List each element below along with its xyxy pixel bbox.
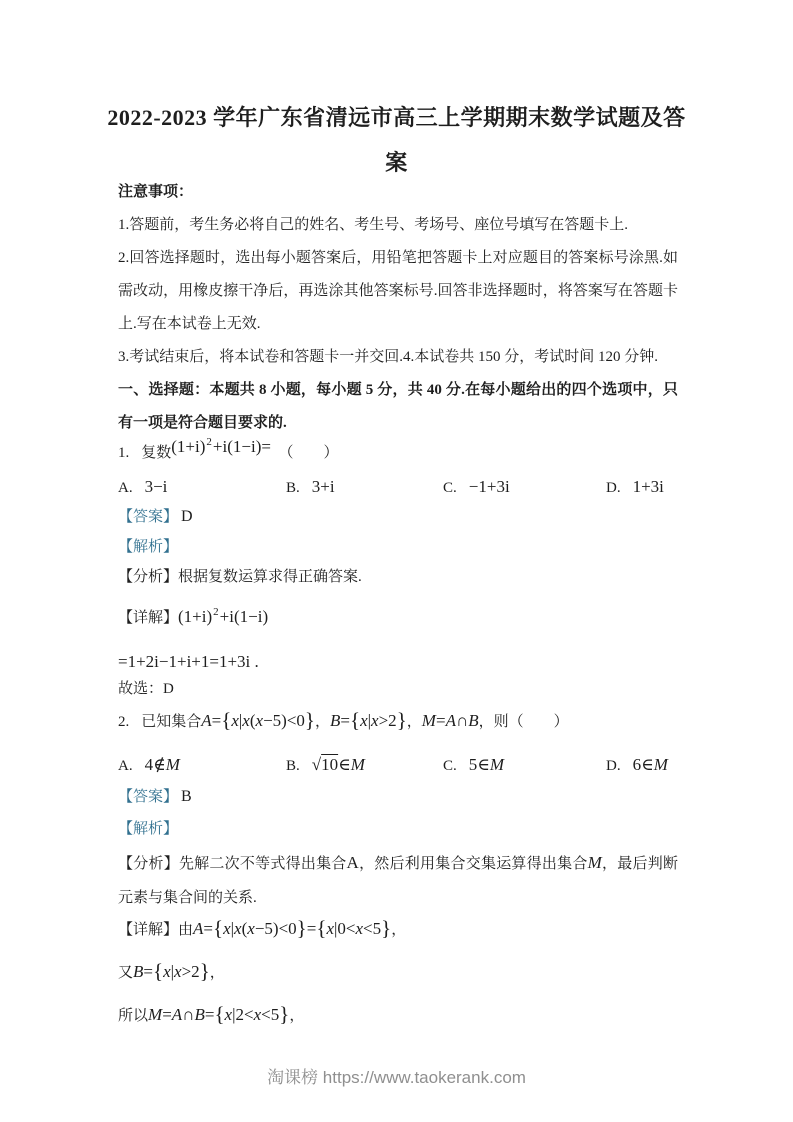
analysis-label: 【解析】: [118, 821, 179, 837]
q1-analysis-label-line: [118, 536, 678, 558]
notice-section: [118, 176, 678, 440]
q2-detailed-solution: 【详解】由A={x|x(x−5)<0}={x|0<x<5}，: [118, 916, 407, 940]
notice-heading: 注意事项：: [118, 184, 194, 200]
analysis-label: 【解析】: [118, 539, 179, 555]
q2-option-c: C. 5∈M: [443, 755, 505, 774]
q1-number: 1.: [118, 445, 130, 461]
page-title: [0, 95, 793, 185]
footer-site-url[interactable]: https://www.taokerank.com: [322, 1068, 526, 1087]
q1-question-line: [118, 430, 678, 476]
notice-item: 1.答题前，考生务必将自己的姓名、考生号、考场号、座位号填写在答题卡上.: [118, 217, 629, 233]
q1-option-c: C. −1+3i: [443, 477, 510, 496]
section-heading-choice-questions: 一、选择题：本题共 8 小题，每小题 5 分，共 40 分.在每小题给出的四个选项中，只有一项是符合题目要求的.: [118, 382, 678, 431]
q1-answer-value: D: [181, 508, 193, 525]
q2-number: 2.: [118, 714, 130, 730]
page-title-line2: 案: [385, 150, 408, 175]
q2-analysis-label-line: [118, 818, 678, 840]
q1-option-a: A. 3−i: [118, 477, 168, 496]
q2-solution-line3: 所以M=A∩B={x|2<x<5}，: [118, 1002, 305, 1026]
q2-brief-analysis: 【分析】先解二次不等式得出集合A，然后利用集合交集运算得出集合M，最后判断元素与集合间的关系.: [118, 853, 678, 906]
answer-label: 【答案】: [118, 789, 179, 805]
q2-question-formula: 已知集合A={x|x(x−5)<0}，B={x|x>2}，M=A∩B，则（ ）: [141, 708, 569, 732]
q2-question-line: [118, 698, 678, 744]
q2-options-row: [118, 750, 678, 780]
q1-equation-line: =1+2i−1+i+1=1+3i .: [118, 652, 259, 671]
notice-item: 3.考试结束后，将本试卷和答题卡一并交回.4.本试卷共 150 分，考试时间 120 分钟.: [118, 349, 659, 365]
answer-label: 【答案】: [118, 509, 179, 525]
footer-watermark: [0, 1066, 793, 1090]
page-title-line1: 2022-2023 学年广东省清远市高三上学期期末数学试题及答: [107, 105, 686, 130]
q1-option-d: D. 1+3i: [606, 477, 664, 496]
q1-conclusion: 故选：D: [118, 681, 174, 697]
q1-question-formula: 复数$(1+i)^2+i(1-i)=$ （ ）: [141, 436, 339, 461]
q1-brief-analysis: 【分析】根据复数运算求得正确答案.: [118, 569, 362, 585]
q2-option-a: A. 4∉M: [118, 755, 180, 774]
q1-answer-line: [118, 506, 678, 528]
q1-options-row: [118, 472, 678, 502]
q2-option-b: B. √10∈M: [286, 755, 365, 774]
footer-site-name: 淘课榜: [267, 1068, 319, 1087]
q2-solution-line2: 又B={x|x>2}，: [118, 959, 225, 983]
q1-option-b: B. 3+i: [286, 477, 335, 496]
notice-item: 2.回答选择题时，选出每小题答案后，用铅笔把答题卡上对应题目的答案标号涂黑.如需改动，用橡皮擦干净后，再选涂其他答案标号.回答非选择题时，将答案写在答题卡上.写在本试卷上无效.: [118, 250, 678, 332]
q1-detailed-solution: 【详解】$(1+i)^2+i(1-i)$: [118, 606, 269, 626]
q2-option-d: D. 6∈M: [606, 755, 668, 774]
q2-answer-line: [118, 786, 678, 808]
q2-answer-value: B: [181, 788, 192, 805]
